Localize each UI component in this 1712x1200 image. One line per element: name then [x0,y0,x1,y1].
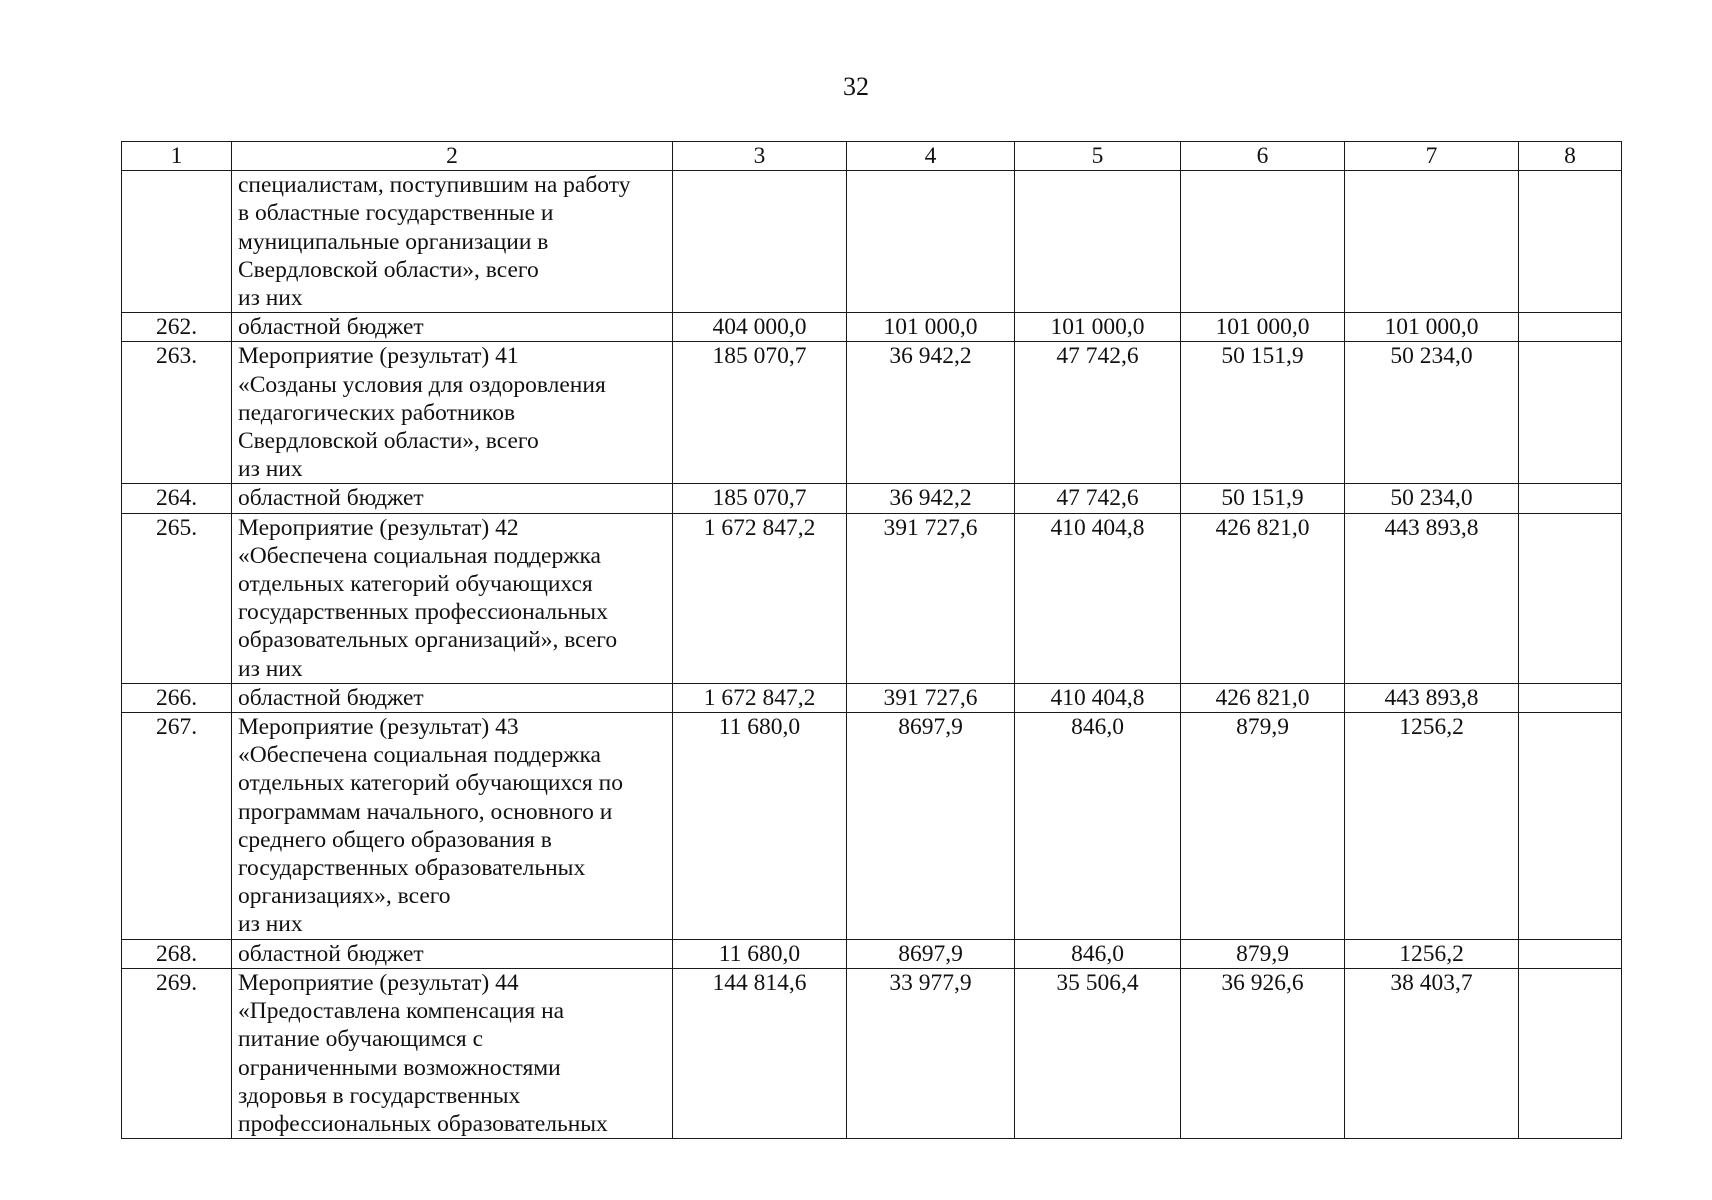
table-row [122,484,1622,513]
description-line: организациях», всего [238,883,451,910]
value-cell: 8697,9 [847,713,1015,940]
column-8-cell [1519,313,1622,342]
value-cell: 35 506,4 [1015,968,1181,1138]
column-8-cell [1519,484,1622,513]
table-row [122,313,1622,342]
table-row [122,342,1622,484]
value-cell: 101 000,0 [1181,313,1345,342]
description-line: отдельных категорий обучающихся по [238,770,623,797]
row-number [122,171,232,313]
row-number: 264. [122,484,232,513]
value-cell: 426 821,0 [1181,513,1345,683]
description-line: муниципальные организации в [238,228,549,255]
row-description [232,713,673,940]
value-cell: 8697,9 [847,939,1015,968]
value-cell: 11 680,0 [673,939,847,968]
description-line: «Предоставлена компенсация на [238,998,565,1025]
value-cell [1015,171,1181,313]
description-line: Мероприятие (результат) 42 [238,514,519,541]
table-row [122,513,1622,683]
table-row [122,968,1622,1138]
value-cell: 426 821,0 [1181,683,1345,712]
description-line: отдельных категорий обучающихся [238,571,593,598]
value-cell: 1 672 847,2 [673,683,847,712]
column-8-cell [1519,171,1622,313]
value-cell: 185 070,7 [673,342,847,484]
budget-table [121,141,1622,1139]
column-header: 8 [1519,142,1622,171]
value-cell: 391 727,6 [847,683,1015,712]
description-line: питание обучающимся с [238,1026,484,1053]
value-cell [1345,171,1519,313]
row-description [232,171,673,313]
description-line: областной бюджет [238,940,424,967]
description-line: ограниченными возможностями [238,1054,561,1081]
column-header: 1 [122,142,232,171]
value-cell: 101 000,0 [1345,313,1519,342]
value-cell: 47 742,6 [1015,342,1181,484]
description-line: из них [238,911,303,938]
row-number: 268. [122,939,232,968]
value-cell: 1 672 847,2 [673,513,847,683]
row-description [232,313,673,342]
description-line: Мероприятие (результат) 43 [238,714,519,741]
header-row [122,142,1622,171]
description-line: из них [238,285,303,312]
row-number: 266. [122,683,232,712]
row-description [232,939,673,968]
description-line: в областные государственные и [238,200,554,227]
column-header: 4 [847,142,1015,171]
value-cell: 101 000,0 [847,313,1015,342]
column-8-cell [1519,939,1622,968]
value-cell: 443 893,8 [1345,683,1519,712]
column-header: 3 [673,142,847,171]
description-line: государственных образовательных [238,855,586,882]
value-cell: 846,0 [1015,939,1181,968]
description-line: Свердловской области», всего [238,428,539,455]
row-number: 263. [122,342,232,484]
value-cell: 443 893,8 [1345,513,1519,683]
description-line: государственных профессиональных [238,599,608,626]
column-header: 6 [1181,142,1345,171]
description-line: из них [238,655,303,682]
value-cell: 185 070,7 [673,484,847,513]
column-8-cell [1519,342,1622,484]
description-line: специалистам, поступившим на работу [238,172,631,199]
row-description [232,342,673,484]
value-cell: 11 680,0 [673,713,847,940]
value-cell [847,171,1015,313]
column-8-cell [1519,683,1622,712]
description-line: областной бюджет [238,314,424,341]
description-line: Мероприятие (результат) 44 [238,969,519,996]
column-8-cell [1519,513,1622,683]
value-cell [1181,171,1345,313]
value-cell: 50 234,0 [1345,484,1519,513]
value-cell: 879,9 [1181,939,1345,968]
row-number: 269. [122,968,232,1138]
row-description [232,968,673,1138]
description-line: Мероприятие (результат) 41 [238,343,519,370]
value-cell: 38 403,7 [1345,968,1519,1138]
column-8-cell [1519,713,1622,940]
value-cell [673,171,847,313]
value-cell: 879,9 [1181,713,1345,940]
description-line: областной бюджет [238,684,424,711]
description-line: «Созданы условия для оздоровления [238,371,606,398]
description-line: здоровья в государственных [238,1082,521,1109]
column-header: 5 [1015,142,1181,171]
column-8-cell [1519,968,1622,1138]
description-line: областной бюджет [238,485,424,512]
value-cell: 144 814,6 [673,968,847,1138]
column-header: 2 [232,142,673,171]
value-cell: 33 977,9 [847,968,1015,1138]
column-header: 7 [1345,142,1519,171]
description-line: из них [238,456,303,483]
value-cell: 47 742,6 [1015,484,1181,513]
value-cell: 391 727,6 [847,513,1015,683]
value-cell: 50 151,9 [1181,342,1345,484]
table-row [122,171,1622,313]
table-row [122,713,1622,940]
description-line: «Обеспечена социальная поддержка [238,542,601,569]
description-line: образовательных организаций», всего [238,627,618,654]
value-cell: 846,0 [1015,713,1181,940]
value-cell: 410 404,8 [1015,683,1181,712]
description-line: профессиональных образовательных [238,1110,608,1137]
row-number: 262. [122,313,232,342]
table-row [122,939,1622,968]
value-cell: 36 942,2 [847,342,1015,484]
value-cell: 50 234,0 [1345,342,1519,484]
value-cell: 36 942,2 [847,484,1015,513]
table-body [122,171,1622,1139]
value-cell: 50 151,9 [1181,484,1345,513]
description-line: педагогических работников [238,399,516,426]
row-description [232,484,673,513]
row-number: 265. [122,513,232,683]
description-line: Свердловской области», всего [238,256,539,283]
value-cell: 404 000,0 [673,313,847,342]
value-cell: 1256,2 [1345,939,1519,968]
value-cell: 1256,2 [1345,713,1519,940]
description-line: «Обеспечена социальная поддержка [238,742,601,769]
value-cell: 410 404,8 [1015,513,1181,683]
page-number: 32 [843,72,869,101]
row-description [232,683,673,712]
description-line: программам начального, основного и [238,798,613,825]
value-cell: 101 000,0 [1015,313,1181,342]
table-row [122,683,1622,712]
row-number: 267. [122,713,232,940]
description-line: среднего общего образования в [238,826,552,853]
value-cell: 36 926,6 [1181,968,1345,1138]
row-description [232,513,673,683]
